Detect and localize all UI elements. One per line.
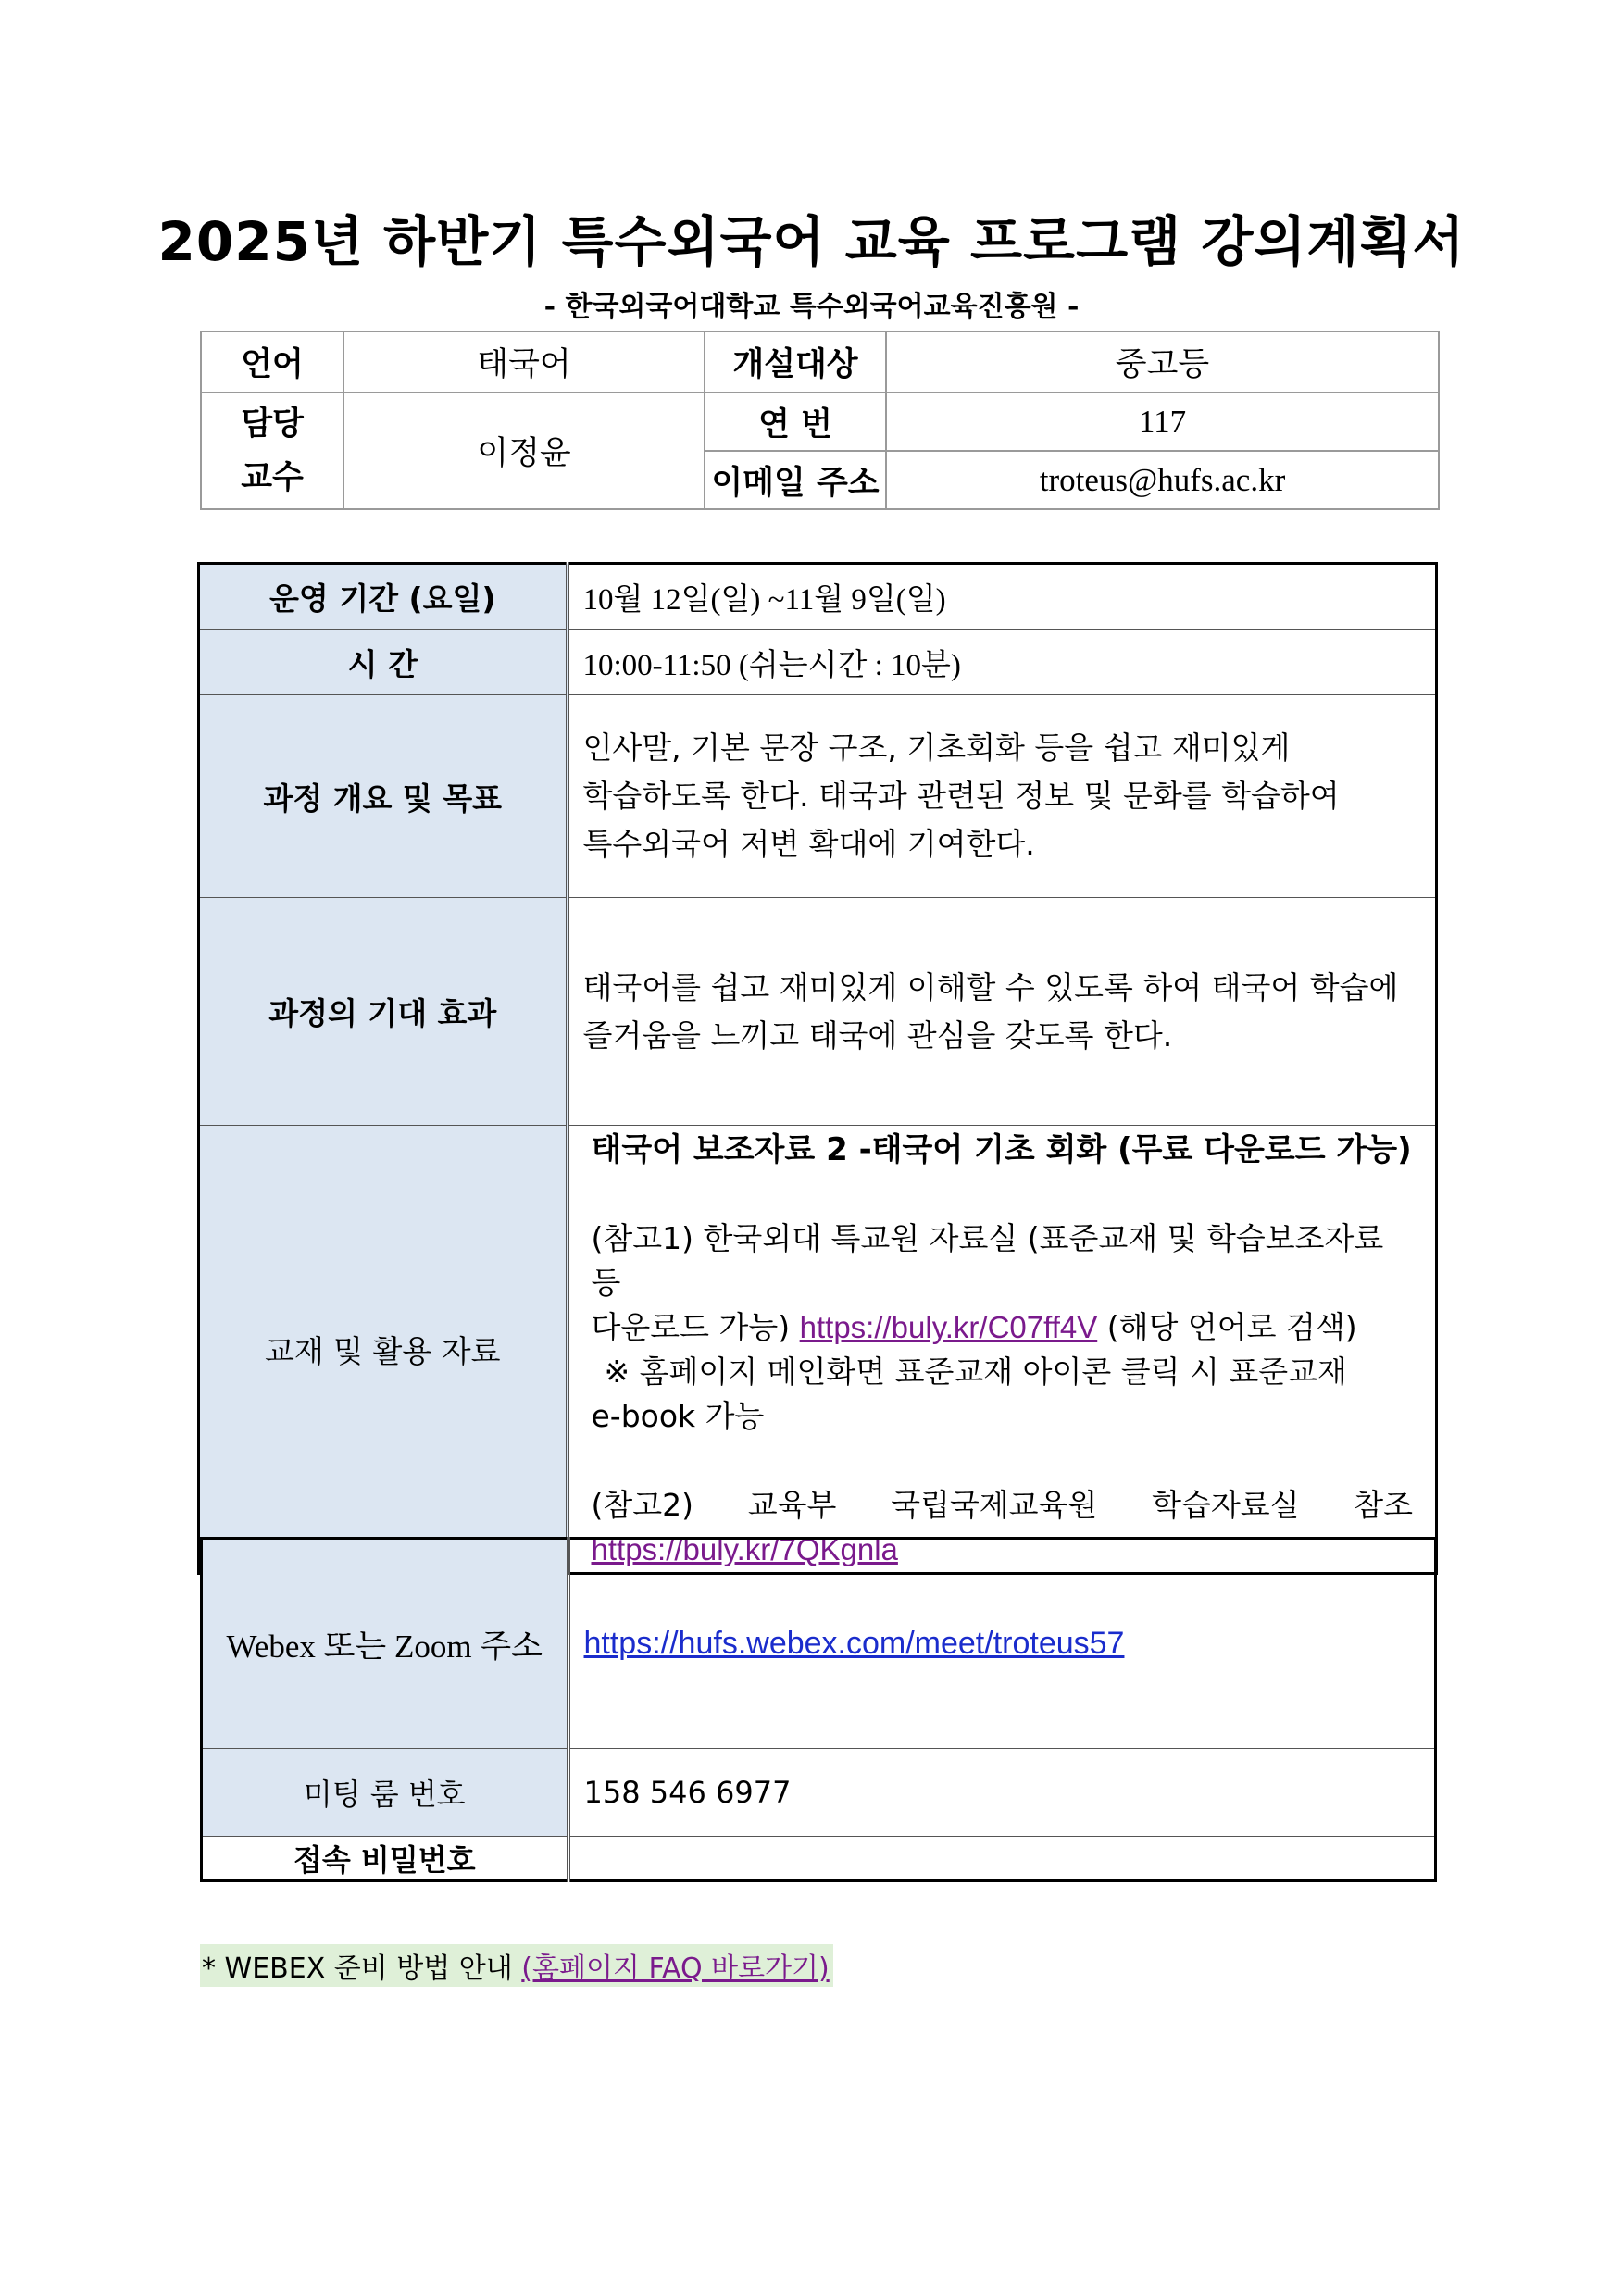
materials-ref1-note-line1: ※ 홈페이지 메인화면 표준교재 아이콘 클릭 시 표준교재 (604, 1354, 1347, 1390)
meeting-room-value: 158 546 6977 (568, 1749, 1436, 1837)
materials-label: 교재 및 활용 자료 (199, 1126, 568, 1574)
materials-ref2-word: 참조 (1354, 1487, 1413, 1523)
materials-ref1-link[interactable]: https://buly.kr/C07ff4V (799, 1310, 1098, 1344)
meeting-address-label: Webex 또는 Zoom 주소 (202, 1539, 568, 1749)
meeting-password-value (568, 1837, 1436, 1881)
materials-ref1-post: (해당 언어로 검색) (1097, 1309, 1357, 1345)
serial-value: 117 (886, 393, 1439, 451)
period-label: 운영 기간 (요일) (199, 564, 568, 630)
email-label: 이메일 주소 (705, 451, 886, 509)
time-value: 10:00-11:50 (쉬는시간 : 10분) (568, 630, 1437, 695)
email-value: troteus@hufs.ac.kr (886, 451, 1439, 509)
overview-line: 학습하도록 한다. 태국과 관련된 정보 및 문화를 학습하여 (582, 778, 1340, 814)
effect-value (568, 898, 1437, 1126)
materials-heading: 태국어 보조자료 2 -태국어 기초 회화 (무료 다운로드 가능) (591, 1131, 1412, 1168)
meeting-password-label: 접속 비밀번호 (202, 1837, 568, 1881)
language-value: 태국어 (343, 331, 705, 393)
meeting-address-link[interactable]: https://hufs.webex.com/meet/troteus57 (583, 1626, 1125, 1661)
effect-label: 과정의 기대 효과 (199, 898, 568, 1126)
professor-label-line1: 담당 (241, 406, 304, 443)
language-label: 언어 (201, 331, 343, 393)
materials-ref1-note-line2: e-book 가능 (591, 1398, 765, 1434)
target-value: 중고등 (886, 331, 1439, 393)
materials-ref1-pre: 다운로드 가능) (591, 1309, 800, 1345)
effect-line: 태국어를 쉽고 재미있게 이해할 수 있도록 하여 태국어 학습에 (582, 968, 1399, 1005)
materials-ref2-link[interactable]: https://buly.kr/7QKgnla (591, 1532, 898, 1566)
overview-line: 인사말, 기본 문장 구조, 기초회화 등을 쉽고 재미있게 (582, 730, 1291, 766)
meeting-address-value (568, 1539, 1436, 1749)
serial-label: 연 번 (705, 393, 886, 451)
document-title: 2025년 하반기 특수외국어 교육 프로그램 강의계획서 (157, 210, 1466, 273)
course-info-table (200, 331, 1440, 510)
meeting-table (200, 1537, 1437, 1882)
meeting-room-label: 미팅 룸 번호 (202, 1749, 568, 1837)
webex-guide-note (200, 1944, 833, 1987)
materials-ref1-line1: (참고1) 한국외대 특교원 자료실 (표준교재 및 학습보조자료 등 (591, 1220, 1384, 1301)
materials-ref2-line (592, 1483, 1414, 1528)
professor-label-line2: 교수 (241, 459, 304, 496)
overview-value (568, 695, 1437, 898)
faq-link[interactable]: (홈페이지 FAQ 바로가기) (521, 1953, 830, 1985)
materials-ref1-line2 (592, 1305, 1414, 1350)
course-detail-table (197, 562, 1438, 1575)
materials-ref2-word: 교육부 (747, 1487, 837, 1523)
materials-value (568, 1126, 1437, 1574)
professor-label (201, 393, 343, 509)
overview-label: 과정 개요 및 목표 (199, 695, 568, 898)
target-label: 개설대상 (705, 331, 886, 393)
materials-ref2-word: 국립국제교육원 (891, 1487, 1098, 1523)
webex-guide-text: * WEBEX 준비 방법 안내 (202, 1953, 522, 1985)
materials-ref2-word: 학습자료실 (1152, 1487, 1300, 1523)
document-subtitle: - 한국외국어대학교 특수외국어교육진흥원 - (543, 291, 1080, 323)
time-label: 시 간 (199, 630, 568, 695)
overview-line: 특수외국어 저변 확대에 기여한다. (582, 826, 1035, 862)
materials-ref2-word: (참고2) (591, 1487, 694, 1523)
period-value: 10월 12일(일) ~11월 9일(일) (568, 564, 1437, 630)
professor-value: 이정윤 (343, 393, 705, 509)
effect-line: 즐거움을 느끼고 태국에 관심을 갖도록 한다. (582, 1017, 1173, 1054)
